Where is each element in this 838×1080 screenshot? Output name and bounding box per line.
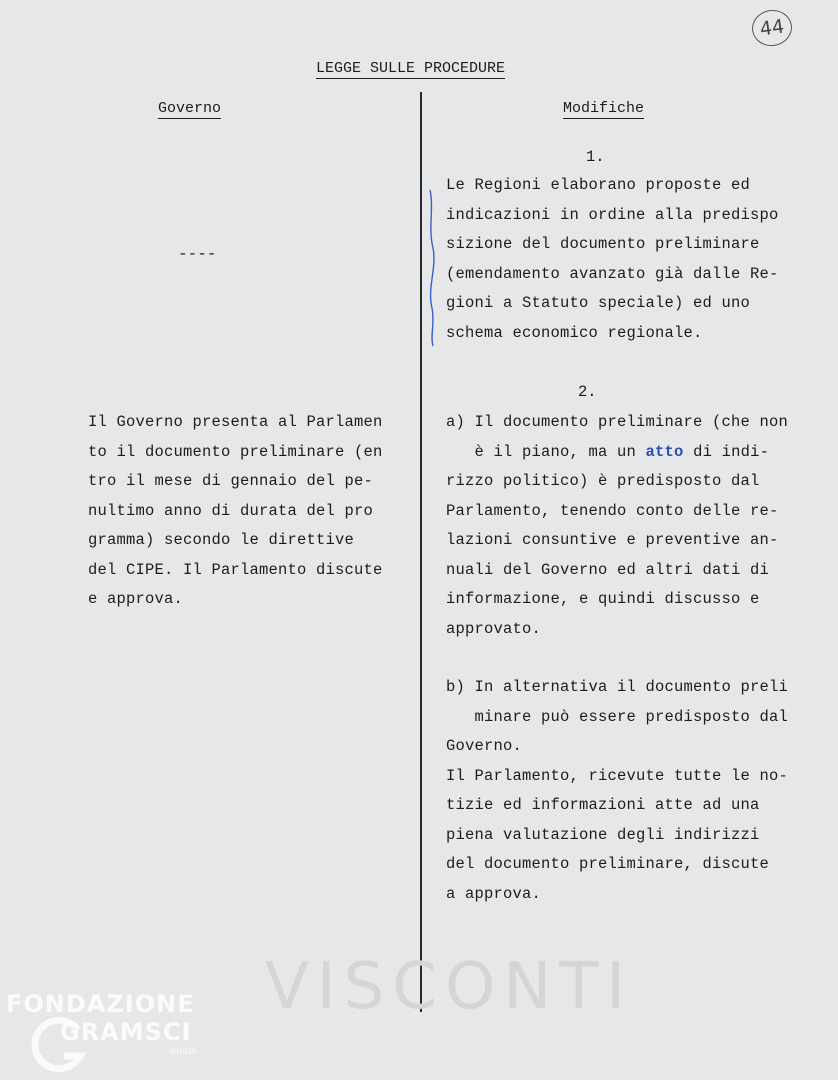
document-title: LEGGE SULLE PROCEDURE: [316, 60, 506, 77]
left-column-header: Governo: [158, 100, 222, 117]
right-column-header: Modifiche: [563, 100, 645, 117]
text-line: e approva.: [88, 590, 184, 608]
text-line: lazioni consuntive e preventive an-: [446, 531, 779, 549]
text-line: del CIPE. Il Parlamento discute: [88, 560, 383, 579]
text-line: gramma) secondo le direttive: [88, 531, 355, 549]
margin-bracket-annotation: [424, 188, 440, 348]
text-line: Il Parlamento, ricevute tutte le no-: [446, 766, 789, 785]
handwritten-correction: atto: [645, 442, 684, 461]
text-line: tro il mese di gennaio del pe-: [88, 472, 374, 490]
text-line: rizzo politico) è predisposto dal: [446, 472, 760, 490]
text-line: indicazioni in ordine alla predispo: [446, 205, 779, 224]
text-line: del documento preliminare, discute: [446, 855, 770, 873]
text-line: Governo.: [446, 737, 523, 755]
watermark-line1: FONDAZIONE: [6, 990, 195, 1018]
text-line: Il Governo presenta al Parlamen: [88, 413, 383, 431]
text-line: informazione, e quindi discusso e: [446, 590, 760, 608]
page-number: [750, 7, 795, 48]
text-line: gioni a Statuto speciale) ed uno: [446, 294, 751, 312]
text-line: piena valutazione degli indirizzi: [446, 825, 760, 844]
watermark-suffix: onlus: [170, 1046, 197, 1057]
text-line: (emendamento avanzato già dalle Re-: [446, 264, 779, 283]
text-line: Parlamento, tenendo conto delle re-: [446, 501, 779, 520]
text-line: a) Il documento preliminare (che non: [446, 413, 789, 431]
text-line: approvato.: [446, 619, 542, 638]
text-line: a approva.: [446, 884, 542, 903]
text-line: schema economico regionale.: [446, 323, 703, 342]
text-line: è il piano, ma un atto di indi-: [446, 442, 770, 461]
section-1-number: 1.: [586, 148, 605, 166]
text-line: b) In alternativa il documento preli: [446, 678, 789, 696]
text-line: nultimo anno di durata del pro: [88, 501, 374, 520]
page-number-text: 44: [758, 15, 786, 41]
bleed-through-text: VISCONTI: [265, 950, 634, 1024]
text-line: tizie ed informazioni atte ad una: [446, 796, 760, 814]
column-divider: [420, 92, 422, 1012]
left-placeholder-dash: ----: [178, 245, 217, 263]
text-line: Le Regioni elaborano proposte ed: [446, 176, 751, 194]
text-line: sizione del documento preliminare: [446, 235, 760, 253]
text-line: to il documento preliminare (en: [88, 442, 383, 461]
watermark-line2: GRAMSCI: [60, 1018, 192, 1046]
text-line: minare può essere predisposto dal: [446, 707, 789, 726]
watermark-logo-icon: [30, 1016, 90, 1076]
text-line: nuali del Governo ed altri dati di: [446, 560, 770, 579]
section-2-number: 2.: [578, 383, 597, 401]
